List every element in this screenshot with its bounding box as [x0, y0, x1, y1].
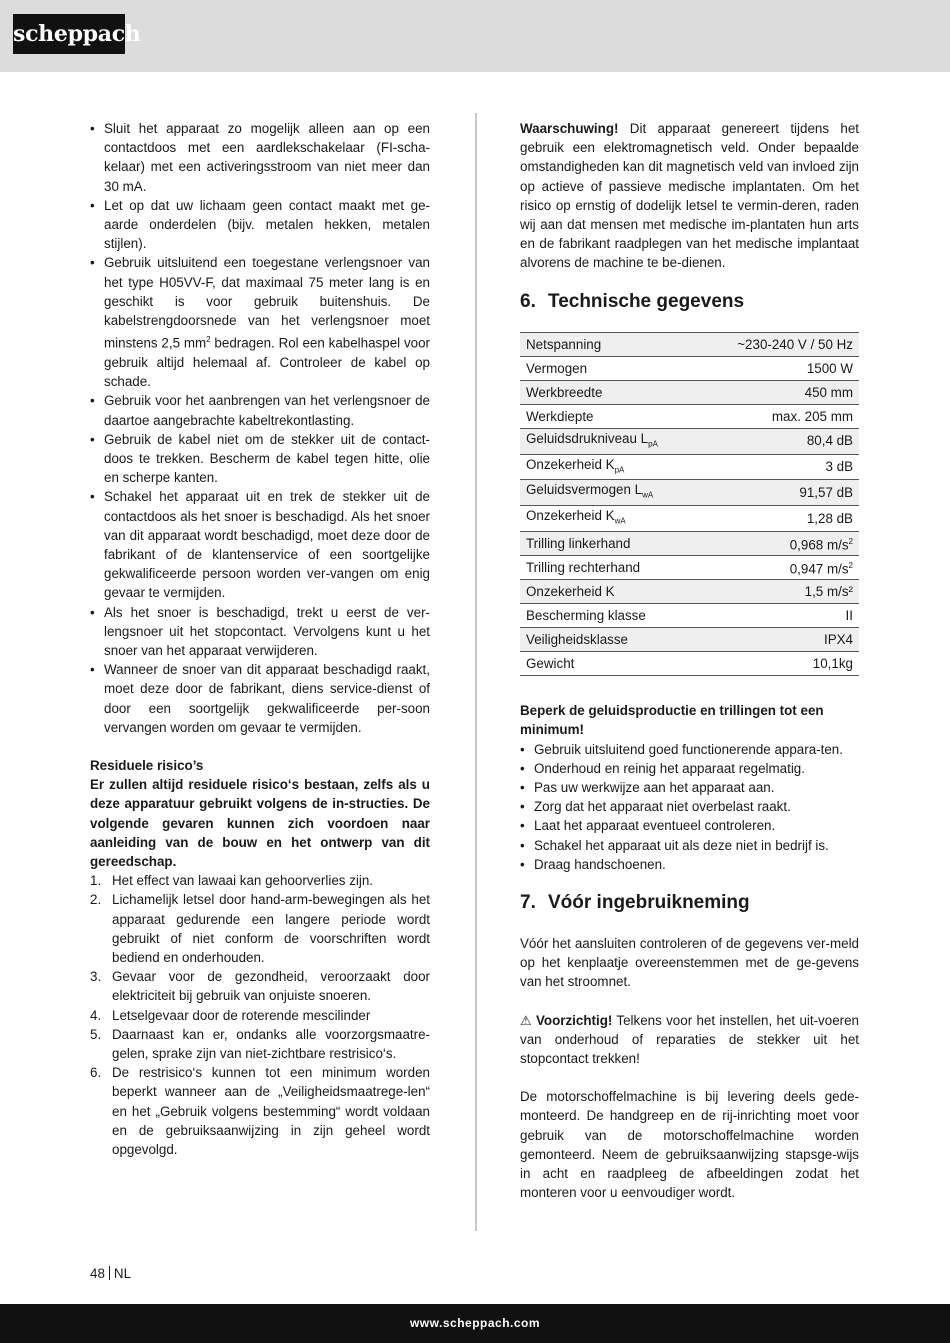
- table-row: [520, 454, 859, 480]
- list-item: 3. Gevaar voor de gezondheid, veroorzaakt door elektriciteit bij gebruik van onjuiste snoeren.: [90, 969, 430, 1004]
- table-row: [520, 506, 859, 532]
- spec-value: 0,968 $m/s^2$: [700, 532, 859, 556]
- spec-value: 80,4 dB: [700, 428, 859, 454]
- list-item: • Als het snoer is beschadigd, trekt u eerst de ver-lengsnoer uit het stopcontact. Vervolgens kunt u het snoer van het apparaat verwijderen.: [90, 604, 430, 658]
- table-row: [520, 628, 859, 652]
- list-item: • Zorg dat het apparaat niet overbelast raakt.: [520, 799, 791, 815]
- spec-value: ~230-240 V / 50 Hz: [700, 332, 859, 356]
- residual-risks-intro: Er zullen altijd residuele risico‘s bestaan, zelfs als u deze apparatuur gebruikt volgens de in-structies. De volgende gevaren kunnen zich voordoen naar aanleiding van de bouw en het ontwerp van dit gereedschap.: [90, 777, 430, 869]
- spec-label: Gewicht: [520, 652, 700, 676]
- spec-value: 91,57 dB: [700, 480, 859, 506]
- spec-value: 1,28 dB: [700, 506, 859, 532]
- spec-value: 1,5 m/s²: [700, 580, 859, 604]
- list-item: 4. Letselgevaar door de roterende mescilinder: [90, 1007, 371, 1023]
- list-item: • Sluit het apparaat zo mogelijk alleen aan op een contactdoos met een aardlekschakelaar (FI-scha-kelaar) met een activeringsstroom van niet meer dan 30 mA.: [90, 121, 430, 194]
- check-voltage-paragraph: Vóór het aansluiten controleren of de gegevens ver-meld op het kenplaatje overeenstemmen met de ge-gevens van het stroomnet.: [520, 935, 859, 990]
- list-item: • Let op dat uw lichaam geen contact maakt met ge-aarde onderdelen (bijv. metalen hekken, metalen stijlen).: [90, 197, 430, 252]
- spec-label: Onzekerheid $K_{wA}$: [520, 506, 700, 532]
- spec-value: 450 mm: [700, 380, 859, 404]
- assembly-paragraph: De motorschoffelmachine is bij levering deels gede-monteerd. De handgreep en de rij-inrichting moet voor gebruik van de motorschoffelmachine worden gemonteerd. Neem de gebruiksaanwijzing stapsge-wijs in acht en raadpleeg de afbeeldingen zodat het monteren voor u eenvoudiger wordt.: [520, 1089, 859, 1201]
- noise-limit-list: [520, 740, 859, 874]
- list-item: • Wanneer de snoer van dit apparaat beschadigd raakt, moet deze door de fabrikant, diens service-dienst of door een soortgelijk gekwalificeerde per-soon vervangen worden om gevaar te vermijden.: [90, 662, 430, 735]
- table-row: [520, 356, 859, 380]
- table-row: [520, 480, 859, 506]
- caution-paragraph: ⚠ Voorzichtig! Telkens voor het instellen, het uit-voeren van onderhoud of reparaties de stekker uit het stopcontact trekken!: [520, 1012, 859, 1066]
- spec-value: 1500 W: [700, 356, 859, 380]
- spec-label: Netspanning: [520, 332, 700, 356]
- list-item: • Draag handschoenen.: [520, 856, 666, 872]
- list-item: • Pas uw werkwijze aan het apparaat aan.: [520, 779, 775, 795]
- warning-triangle-icon: ⚠: [520, 1012, 532, 1028]
- spec-value: max. 205 mm: [700, 404, 859, 428]
- spec-value: 0,947 $m/s^2$: [700, 556, 859, 580]
- technical-data-table: [520, 332, 859, 677]
- emf-warning: Waarschuwing! Dit apparaat genereert tijdens het gebruik een elektromagnetisch veld. Onder bepaalde omstandigheden kan dit magnetisch veld van invloed zijn op actieve of passieve medische implantaten. Om het risico op ernstig of dodelijk letsel te vermin-deren, raden wij aan dat mensen met medische im-plantaten hun arts en de fabrikant raadplegen van het medische implantaat alvorens de machine te be-dienen.: [520, 121, 859, 271]
- spec-value: II: [700, 604, 859, 628]
- table-row: [520, 404, 859, 428]
- spec-label: Geluidsvermogen $L_{wA}$: [520, 480, 700, 506]
- safety-bullet-list: [90, 119, 430, 737]
- page-footer: [0, 1304, 950, 1343]
- list-item: • Onderhoud en reinig het apparaat regelmatig.: [520, 760, 805, 776]
- page-number: 48 NL: [90, 1266, 132, 1281]
- spec-label: Bescherming klasse: [520, 604, 700, 628]
- left-column: [90, 119, 430, 1159]
- section-heading-technical-data: 6. Technische gegevens: [520, 290, 745, 312]
- list-item: 1. Het effect van lawaai kan gehoorverlies zijn.: [90, 873, 374, 889]
- spec-label: Trilling rechterhand: [520, 556, 700, 580]
- spec-label: Onzekerheid $K_{pA}$: [520, 454, 700, 480]
- residual-risks-list: [90, 871, 430, 1159]
- spec-label: Vermogen: [520, 356, 700, 380]
- table-row: [520, 428, 859, 454]
- list-item: • Gebruik uitsluitend een toegestane verlengsnoer van het type H05VV-F, dat maximaal 75 meter lang is en geschikt is voor gebruik buitenshuis. De kabelstrengdoorsnede van het verlengsnoer moet minstens 2,5 $mm^2$ bedragen. Rol een kabelhaspel voor gebruik altijd helemaal af. Controleer de kabel op schade.: [90, 255, 430, 390]
- noise-limit-title: Beperk de geluidsproductie en trillingen tot een minimum!: [520, 703, 824, 738]
- list-item: 6. De restrisico‘s kunnen tot een minimum worden beperkt wanneer aan de „Veiligheidsmaatrege-len“ en het „Gebruik volgens bestemming“ wordt voldaan en de gebruiksaanwijzing in zijn geheel wordt opgevolgd.: [90, 1065, 430, 1158]
- table-row: [520, 332, 859, 356]
- list-item: • Gebruik uitsluitend goed functionerende appara-ten.: [520, 741, 843, 757]
- list-item: 5. Daarnaast kan er, ondanks alle voorzorgsmaatre-gelen, sprake zijn van niet-zichtbare restrisico‘s.: [90, 1026, 430, 1062]
- spec-value: IPX4: [700, 628, 859, 652]
- list-item: • Schakel het apparaat uit en trek de stekker uit de contactdoos als het snoer is beschadigd. Als het snoer van dit apparaat wordt beschadigd, moet deze door de fabrikant of de klantenservice of een soortgelijke gekwalificeerde persoon worden ver-vangen om enig gevaar te vermijden.: [90, 489, 430, 601]
- table-row: [520, 556, 859, 580]
- website-link[interactable]: www.scheppach.com: [409, 1316, 541, 1330]
- spec-value: 10,1kg: [700, 652, 859, 676]
- table-row: [520, 380, 859, 404]
- right-column: [520, 119, 859, 1202]
- column-divider: [475, 113, 477, 1231]
- spec-label: Werkbreedte: [520, 380, 700, 404]
- spec-value: 3 dB: [700, 454, 859, 480]
- list-item: 2. Lichamelijk letsel door hand-arm-bewegingen als het apparaat gedurende een langere periode wordt gebruikt of niet conform de voorschriften wordt bediend en onderhouden.: [90, 892, 430, 965]
- list-item: • Gebruik de kabel niet om de stekker uit de contact-doos te trekken. Bescherm de kabel tegen hitte, olie en scherpe kanten.: [90, 431, 430, 486]
- spec-label: Werkdiepte: [520, 404, 700, 428]
- spec-label: Geluidsdrukniveau $L_{pA}$: [520, 428, 700, 454]
- list-item: • Schakel het apparaat uit als deze niet in bedrijf is.: [520, 837, 829, 853]
- section-heading-before-use: 7. Vóór ingebruikneming: [520, 891, 750, 913]
- spec-label: Veiligheidsklasse: [520, 628, 700, 652]
- spec-label: Onzekerheid K: [520, 580, 700, 604]
- list-item: • Gebruik voor het aanbrengen van het verlengsnoer de daartoe aangebrachte kabeltrekontlasting.: [90, 393, 430, 428]
- residual-risks-title: Residuele risico’s: [90, 757, 204, 773]
- table-row: [520, 652, 859, 676]
- page-header: [0, 0, 950, 72]
- list-item: • Laat het apparaat eventueel controleren.: [520, 818, 776, 834]
- table-row: [520, 604, 859, 628]
- scheppach-logo: scheppach: [13, 14, 125, 54]
- table-row: [520, 532, 859, 556]
- spec-label: Trilling linkerhand: [520, 532, 700, 556]
- table-row: [520, 580, 859, 604]
